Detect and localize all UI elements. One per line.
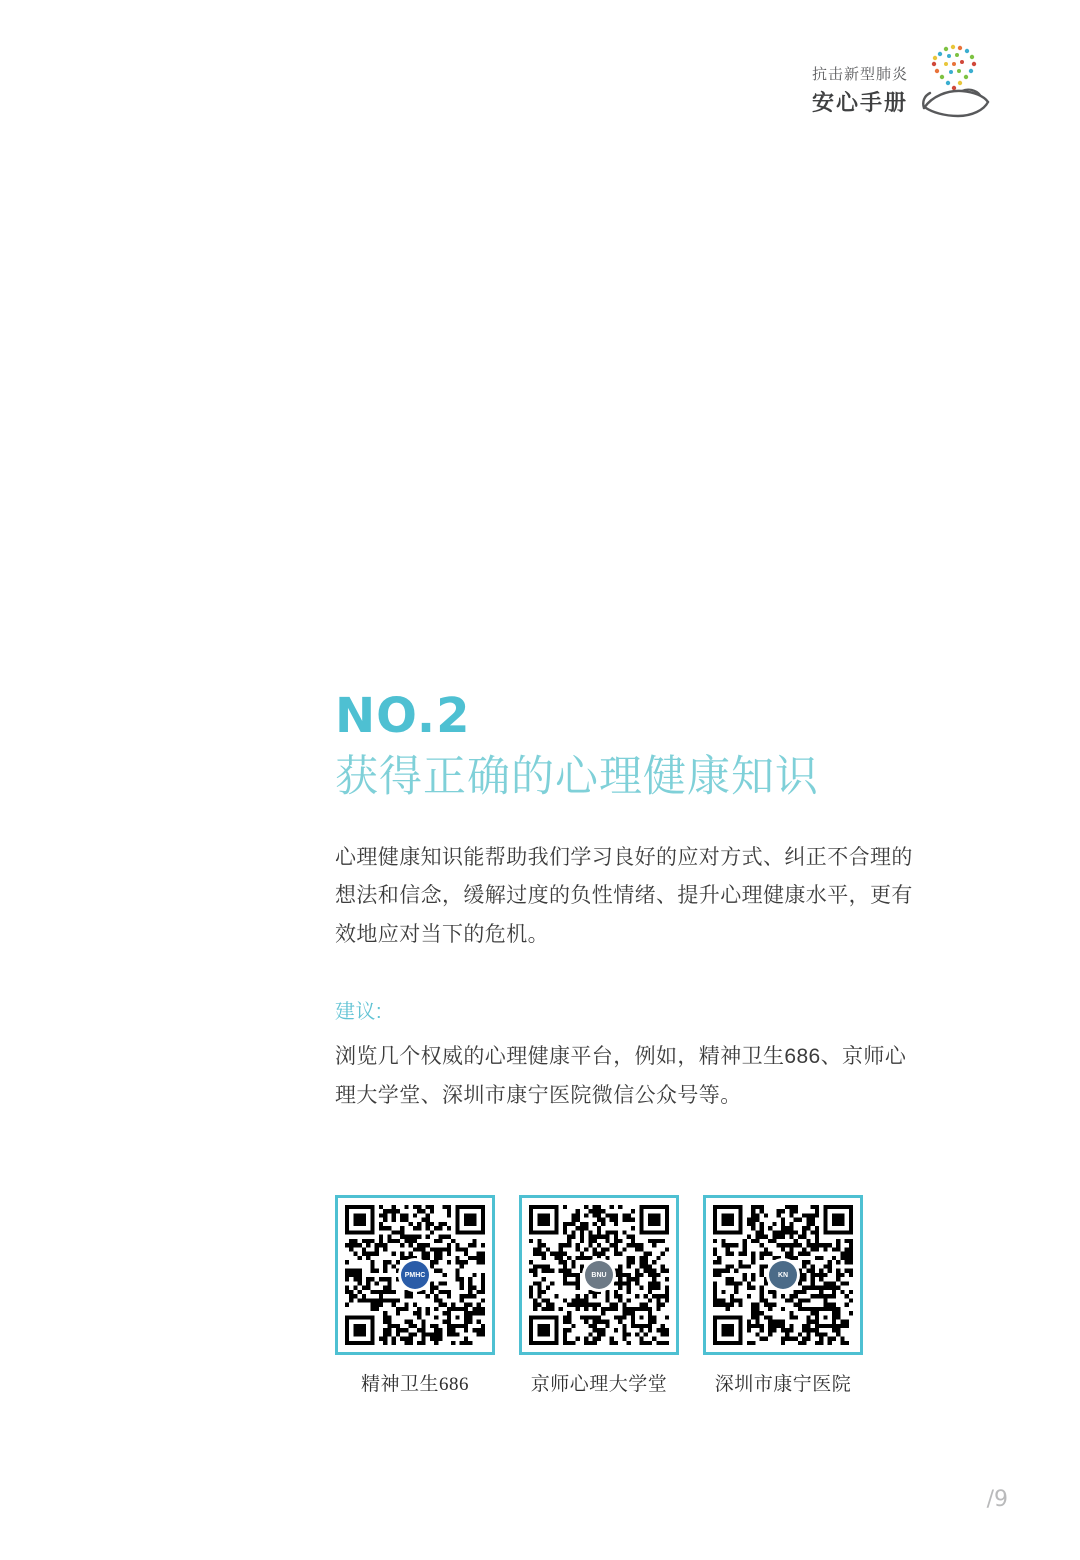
qr-logo-text-2: BNU (585, 1261, 613, 1289)
header-text-group (812, 66, 908, 122)
qr-logo-1 (398, 1258, 432, 1292)
header-title: 安心手册 (811, 89, 908, 115)
qr-caption-2: 京师心理大学堂 (530, 1374, 668, 1395)
qr-caption-3: 深圳市康宁医院 (714, 1374, 852, 1395)
section-number: NO.2 (335, 688, 471, 744)
qr-item-2[interactable] (519, 1195, 679, 1396)
advice-label: 建议: (335, 1001, 383, 1024)
qr-item-3[interactable] (703, 1195, 863, 1396)
qr-item-1[interactable] (335, 1195, 495, 1396)
qr-logo-text-3: KN (769, 1261, 797, 1289)
qr-frame-2[interactable] (519, 1195, 679, 1355)
header-subtitle: 抗击新型肺炎 (811, 65, 908, 83)
section-body-text: 心理健康知识能帮助我们学习良好的应对方式、纠正不合理的想法和信念，缓解过度的负性情绪、提升心理健康水平，更有效地应对当下的危机。 (335, 845, 913, 947)
qr-logo-3 (766, 1258, 800, 1292)
qr-canvas-1 (345, 1205, 485, 1345)
qr-frame-3[interactable] (703, 1195, 863, 1355)
qr-caption-1: 精神卫生686 (360, 1374, 469, 1395)
qr-canvas-2 (529, 1205, 669, 1345)
qr-canvas-3 (713, 1205, 853, 1345)
qr-logo-2 (582, 1258, 616, 1292)
document-header (812, 38, 992, 122)
qr-frame-1[interactable] (335, 1195, 495, 1355)
section-title: 获得正确的心理健康知识 (335, 752, 819, 801)
qr-logo-text-1: PMHC (401, 1261, 429, 1289)
main-content (335, 690, 915, 1116)
page-number: /9 (986, 1487, 1008, 1512)
advice-text: 浏览几个权威的心理健康平台，例如，精神卫生686、京师心理大学堂、深圳市康宁医院微信公众号等。 (335, 1045, 907, 1107)
qr-code-list (335, 1195, 863, 1396)
heart-in-hand-icon (918, 38, 992, 122)
